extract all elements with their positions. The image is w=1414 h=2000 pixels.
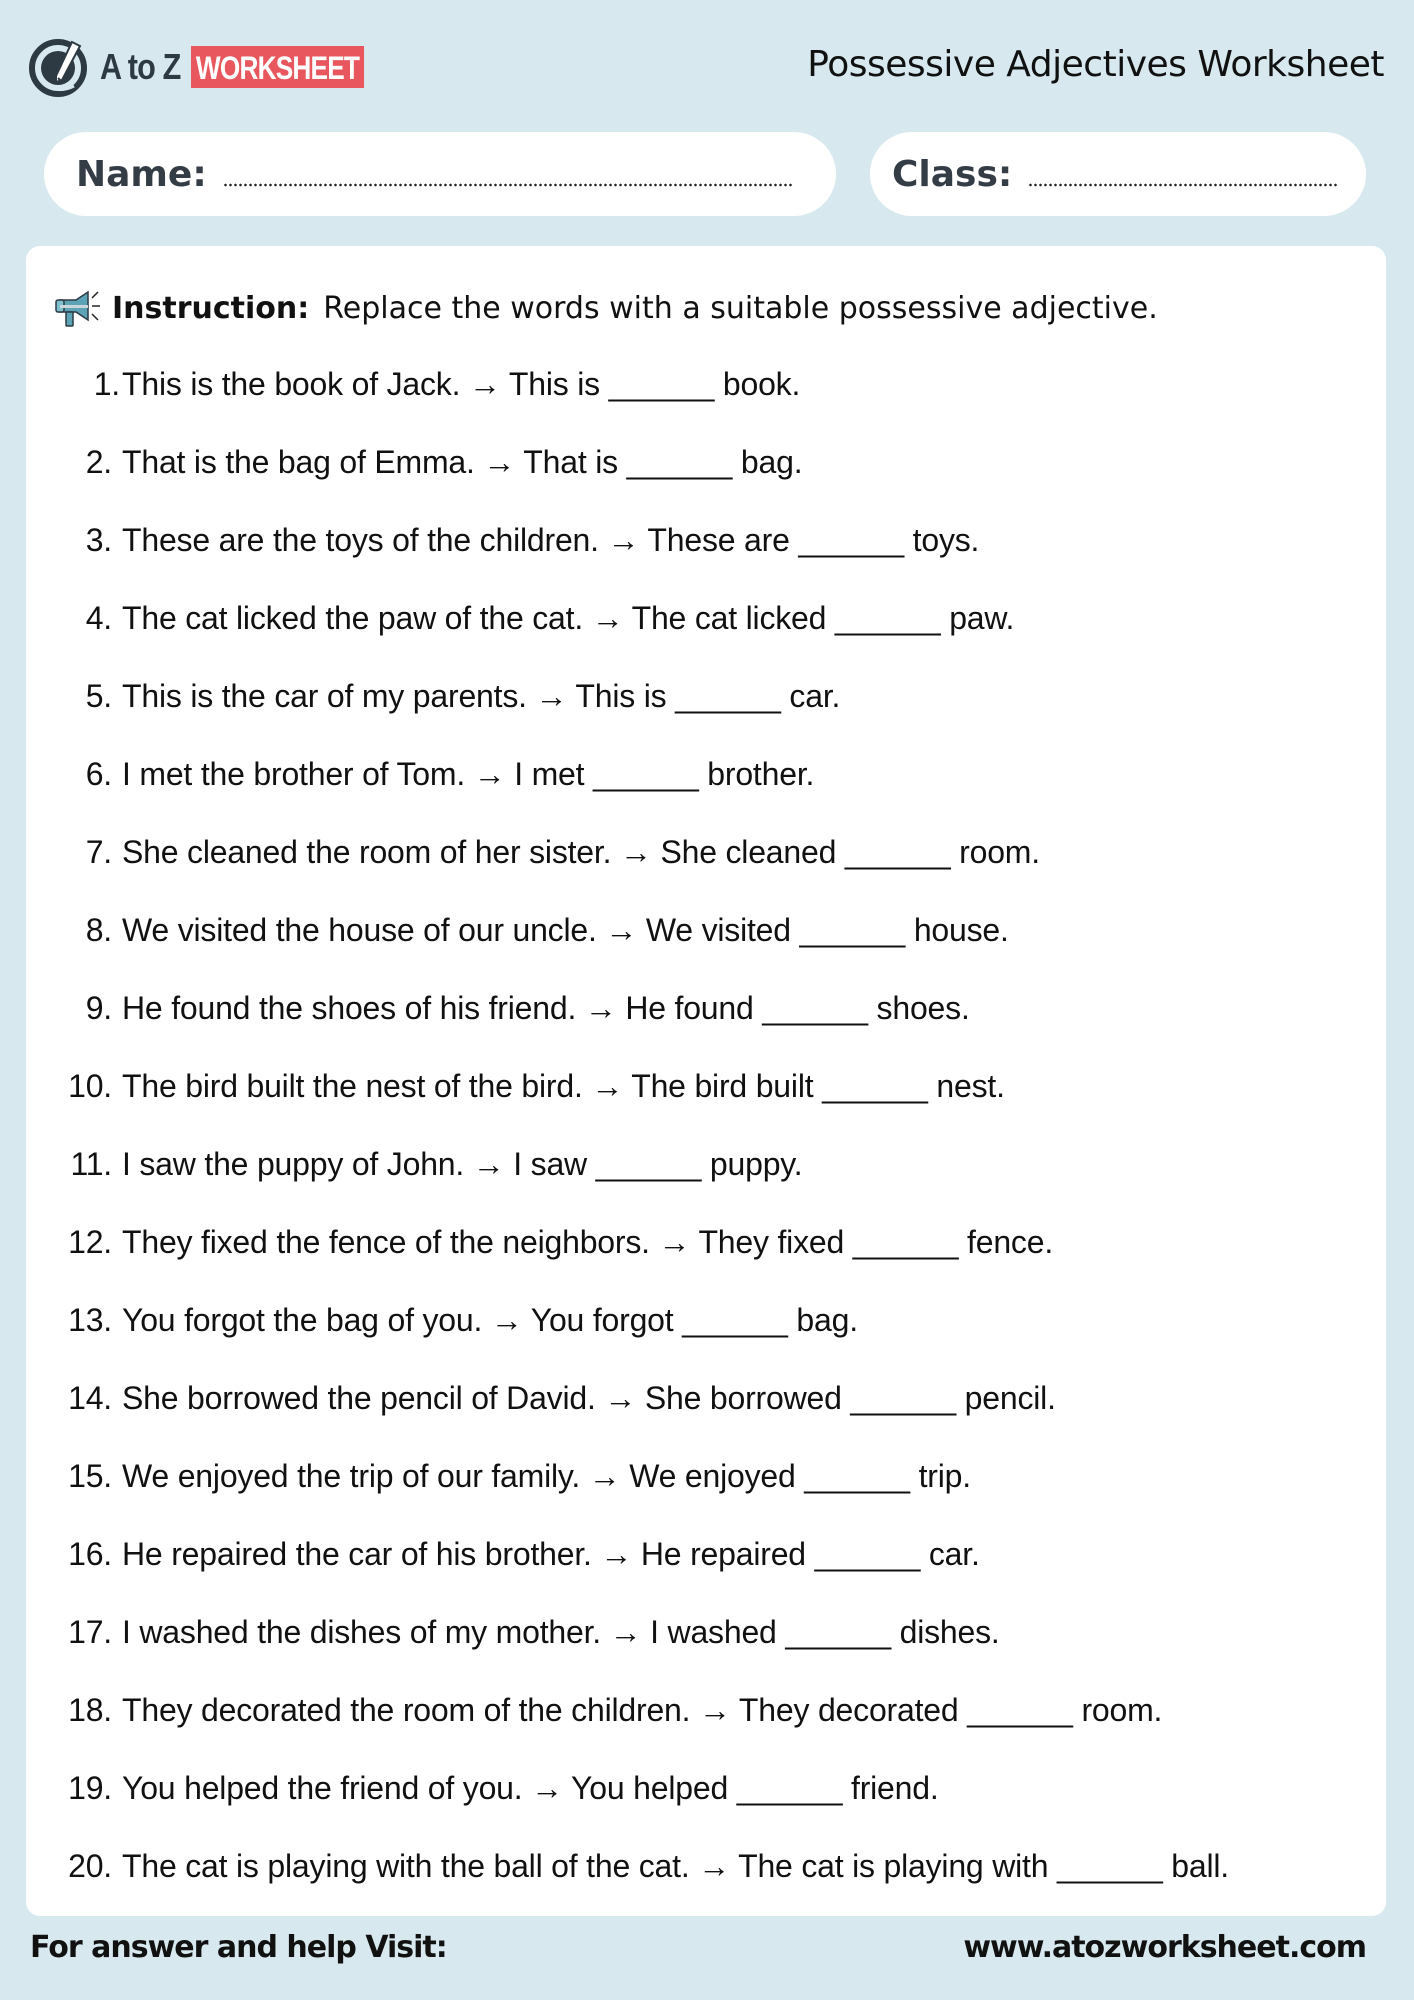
item-number: 8. — [85, 912, 112, 948]
item-text[interactable]: You helped the friend of you. → You helped ______ friend. — [122, 1770, 939, 1806]
item-text[interactable]: He found the shoes of his friend. → He found ______ shoes. — [122, 990, 970, 1026]
item-number: 17. — [68, 1614, 112, 1650]
footer-website-link[interactable]: www.atozworksheet.com — [963, 1930, 1366, 1965]
item-number: 9. — [85, 990, 112, 1026]
item-text[interactable]: The bird built the nest of the bird. → The bird built ______ nest. — [122, 1068, 1005, 1104]
item-number: 16. — [68, 1536, 112, 1572]
exercise-item — [26, 912, 1009, 949]
exercise-item — [26, 1380, 1056, 1417]
page-title: Possessive Adjectives Worksheet — [807, 44, 1384, 85]
item-number: 15. — [68, 1458, 112, 1494]
item-text[interactable]: The cat licked the paw of the cat. → The cat licked ______ paw. — [122, 600, 1015, 636]
exercise-item — [26, 1692, 1162, 1729]
class-label: Class: — [892, 153, 1013, 195]
item-text[interactable]: You forgot the bag of you. → You forgot ______ bag. — [122, 1302, 858, 1338]
exercise-item — [26, 1146, 802, 1183]
exercise-item — [26, 1848, 1229, 1885]
exercise-item — [26, 1458, 971, 1495]
item-text[interactable]: This is the book of Jack. → This is ______ book. — [122, 366, 801, 402]
instruction — [54, 286, 1158, 330]
name-label: Name: — [76, 153, 207, 195]
item-number: 14. — [68, 1380, 112, 1416]
exercise-item — [26, 678, 840, 715]
item-number: 3. — [85, 522, 112, 558]
item-number: 1. — [93, 366, 120, 402]
item-text[interactable]: They decorated the room of the children. → They decorated ______ room. — [122, 1692, 1163, 1728]
item-text[interactable]: I met the brother of Tom. → I met ______ brother. — [122, 756, 815, 792]
item-text[interactable]: We visited the house of our uncle. → We visited ______ house. — [122, 912, 1009, 948]
item-text[interactable]: We enjoyed the trip of our family. → We enjoyed ______ trip. — [122, 1458, 971, 1494]
exercise-item — [26, 756, 814, 793]
item-number: 18. — [68, 1692, 112, 1728]
exercise-item — [26, 522, 979, 559]
instruction-text: Replace the words with a suitable possessive adjective. — [323, 290, 1158, 326]
item-number: 20. — [68, 1848, 112, 1884]
exercise-item — [26, 366, 800, 403]
item-text[interactable]: That is the bag of Emma. → That is ______ bag. — [122, 444, 803, 480]
exercise-item — [26, 444, 802, 481]
item-text[interactable]: I washed the dishes of my mother. → I washed ______ dishes. — [122, 1614, 1000, 1650]
logo-text: A to Z — [100, 46, 181, 87]
item-number: 10. — [68, 1068, 112, 1104]
item-text[interactable]: I saw the puppy of John. → I saw ______ puppy. — [122, 1146, 803, 1182]
item-text[interactable]: She borrowed the pencil of David. → She borrowed ______ pencil. — [122, 1380, 1056, 1416]
item-text[interactable]: She cleaned the room of her sister. → She cleaned ______ room. — [122, 834, 1040, 870]
item-number: 12. — [68, 1224, 112, 1260]
footer-help-text: For answer and help Visit: — [30, 1930, 447, 1965]
name-field[interactable] — [44, 132, 836, 216]
item-number: 2. — [85, 444, 112, 480]
exercise-item — [26, 834, 1040, 871]
exercise-item — [26, 1302, 858, 1339]
item-text[interactable]: He repaired the car of his brother. → He repaired ______ car. — [122, 1536, 980, 1572]
name-dotted-line[interactable] — [223, 183, 793, 187]
exercise-item — [26, 990, 970, 1027]
item-number: 11. — [70, 1146, 112, 1182]
instruction-label: Instruction: — [112, 290, 310, 326]
item-number: 7. — [85, 834, 112, 870]
exercise-item — [26, 1614, 1000, 1651]
site-logo[interactable] — [28, 36, 402, 98]
pen-nib-logo-icon — [28, 36, 90, 98]
class-field[interactable] — [870, 132, 1366, 216]
megaphone-icon — [54, 286, 102, 330]
exercise-card — [26, 246, 1386, 1916]
item-number: 19. — [68, 1770, 112, 1806]
class-dotted-line[interactable] — [1028, 183, 1338, 187]
exercise-item — [26, 1224, 1053, 1261]
exercise-item — [26, 1536, 980, 1573]
exercise-item — [26, 1068, 1005, 1105]
item-number: 13. — [68, 1302, 112, 1338]
item-text[interactable]: They fixed the fence of the neighbors. → They fixed ______ fence. — [122, 1224, 1054, 1260]
item-text[interactable]: The cat is playing with the ball of the cat. → The cat is playing with ______ ball. — [122, 1848, 1229, 1884]
exercise-item — [26, 1770, 939, 1807]
item-text[interactable]: This is the car of my parents. → This is ______ car. — [122, 678, 841, 714]
item-text[interactable]: These are the toys of the children. → These are ______ toys. — [122, 522, 980, 558]
exercise-item — [26, 600, 1014, 637]
item-number: 4. — [85, 600, 112, 636]
item-number: 5. — [85, 678, 112, 714]
logo-badge: WORKSHEET — [191, 46, 364, 88]
item-number: 6. — [85, 756, 112, 792]
